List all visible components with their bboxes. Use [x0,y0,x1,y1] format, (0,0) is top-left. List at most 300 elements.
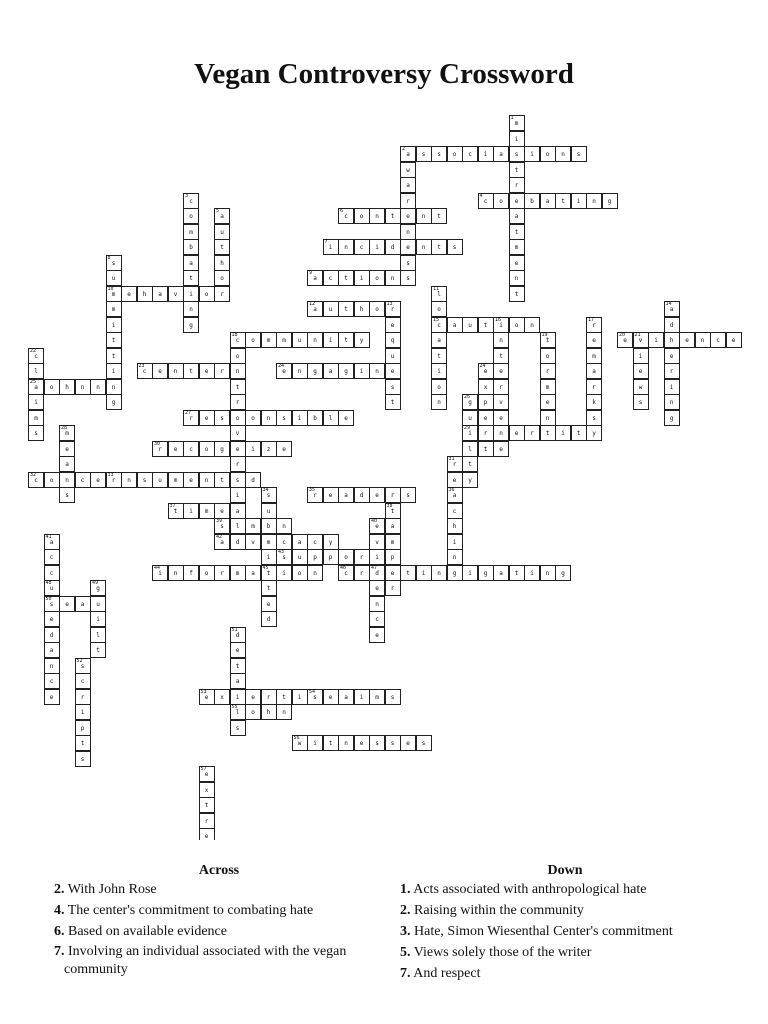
grid-cell[interactable] [230,627,246,643]
grid-cell[interactable] [385,317,401,333]
grid-cell[interactable] [75,596,91,612]
grid-cell[interactable] [369,580,385,596]
grid-cell[interactable] [44,379,60,395]
grid-cell[interactable] [90,627,106,643]
grid-cell[interactable] [183,208,199,224]
grid-cell[interactable] [28,363,44,379]
grid-cell[interactable] [230,503,246,519]
grid-cell[interactable] [230,565,246,581]
grid-cell[interactable] [586,317,602,333]
grid-cell[interactable] [354,332,370,348]
grid-cell[interactable] [28,425,44,441]
grid-cell[interactable] [307,534,323,550]
grid-cell[interactable] [230,689,246,705]
grid-cell[interactable] [695,332,711,348]
grid-cell[interactable] [462,410,478,426]
grid-cell[interactable] [90,472,106,488]
grid-cell[interactable] [354,301,370,317]
grid-cell[interactable] [199,472,215,488]
grid-cell[interactable] [369,363,385,379]
grid-cell[interactable] [276,410,292,426]
grid-cell[interactable] [462,425,478,441]
grid-cell[interactable] [230,456,246,472]
grid-cell[interactable] [230,658,246,674]
grid-cell[interactable] [431,565,447,581]
grid-cell[interactable] [462,441,478,457]
grid-cell[interactable] [276,363,292,379]
grid-cell[interactable] [664,348,680,364]
grid-cell[interactable] [447,518,463,534]
grid-cell[interactable] [75,472,91,488]
grid-cell[interactable] [431,239,447,255]
grid-cell[interactable] [617,332,633,348]
grid-cell[interactable] [59,441,75,457]
grid-cell[interactable] [509,162,525,178]
grid-cell[interactable] [183,363,199,379]
grid-cell[interactable] [230,394,246,410]
grid-cell[interactable] [369,596,385,612]
grid-cell[interactable] [493,193,509,209]
grid-cell[interactable] [307,301,323,317]
grid-cell[interactable] [586,193,602,209]
grid-cell[interactable] [292,332,308,348]
grid-cell[interactable] [214,503,230,519]
grid-cell[interactable] [75,720,91,736]
grid-cell[interactable] [214,224,230,240]
grid-cell[interactable] [431,301,447,317]
grid-cell[interactable] [509,177,525,193]
grid-cell[interactable] [307,689,323,705]
grid-cell[interactable] [106,317,122,333]
grid-cell[interactable] [447,317,463,333]
grid-cell[interactable] [199,813,215,829]
grid-cell[interactable] [44,472,60,488]
grid-cell[interactable] [369,611,385,627]
grid-cell[interactable] [385,689,401,705]
grid-cell[interactable] [540,425,556,441]
grid-cell[interactable] [323,534,339,550]
grid-cell[interactable] [90,611,106,627]
grid-cell[interactable] [338,208,354,224]
grid-cell[interactable] [292,735,308,751]
grid-cell[interactable] [230,534,246,550]
grid-cell[interactable] [571,146,587,162]
grid-cell[interactable] [664,394,680,410]
grid-cell[interactable] [307,735,323,751]
grid-cell[interactable] [75,673,91,689]
grid-cell[interactable] [183,472,199,488]
grid-cell[interactable] [106,255,122,271]
grid-cell[interactable] [28,394,44,410]
grid-cell[interactable] [400,224,416,240]
grid-cell[interactable] [323,332,339,348]
grid-cell[interactable] [183,441,199,457]
grid-cell[interactable] [90,642,106,658]
grid-cell[interactable] [59,596,75,612]
grid-cell[interactable] [447,146,463,162]
grid-cell[interactable] [633,394,649,410]
grid-cell[interactable] [44,534,60,550]
grid-cell[interactable] [509,239,525,255]
grid-cell[interactable] [152,441,168,457]
grid-cell[interactable] [509,224,525,240]
grid-cell[interactable] [493,441,509,457]
grid-cell[interactable] [633,379,649,395]
grid-cell[interactable] [199,363,215,379]
grid-cell[interactable] [44,549,60,565]
grid-cell[interactable] [710,332,726,348]
grid-cell[interactable] [400,487,416,503]
grid-cell[interactable] [292,689,308,705]
grid-cell[interactable] [292,410,308,426]
grid-cell[interactable] [28,472,44,488]
grid-cell[interactable] [416,208,432,224]
grid-cell[interactable] [338,410,354,426]
grid-cell[interactable] [44,689,60,705]
grid-cell[interactable] [338,363,354,379]
grid-cell[interactable] [307,332,323,348]
grid-cell[interactable] [369,301,385,317]
grid-cell[interactable] [493,348,509,364]
grid-cell[interactable] [400,255,416,271]
grid-cell[interactable] [354,735,370,751]
grid-cell[interactable] [478,379,494,395]
grid-cell[interactable] [230,348,246,364]
grid-cell[interactable] [168,472,184,488]
grid-cell[interactable] [416,565,432,581]
grid-cell[interactable] [416,735,432,751]
grid-cell[interactable] [555,425,571,441]
grid-cell[interactable] [307,565,323,581]
grid-cell[interactable] [261,518,277,534]
grid-cell[interactable] [509,317,525,333]
grid-cell[interactable] [44,658,60,674]
grid-cell[interactable] [323,239,339,255]
grid-cell[interactable] [276,565,292,581]
grid-cell[interactable] [168,565,184,581]
grid-cell[interactable] [214,255,230,271]
grid-cell[interactable] [478,410,494,426]
grid-cell[interactable] [385,394,401,410]
grid-cell[interactable] [540,146,556,162]
grid-cell[interactable] [369,208,385,224]
grid-cell[interactable] [400,146,416,162]
grid-cell[interactable] [75,704,91,720]
grid-cell[interactable] [121,472,137,488]
grid-cell[interactable] [478,146,494,162]
grid-cell[interactable] [431,286,447,302]
grid-cell[interactable] [183,224,199,240]
grid-cell[interactable] [183,317,199,333]
grid-cell[interactable] [586,394,602,410]
grid-cell[interactable] [338,301,354,317]
grid-cell[interactable] [106,363,122,379]
grid-cell[interactable] [44,611,60,627]
grid-cell[interactable] [245,704,261,720]
grid-cell[interactable] [183,270,199,286]
grid-cell[interactable] [75,379,91,395]
grid-cell[interactable] [555,146,571,162]
grid-cell[interactable] [152,363,168,379]
grid-cell[interactable] [137,363,153,379]
grid-cell[interactable] [586,379,602,395]
grid-cell[interactable] [478,193,494,209]
grid-cell[interactable] [338,487,354,503]
grid-cell[interactable] [385,580,401,596]
grid-cell[interactable] [509,270,525,286]
grid-cell[interactable] [524,565,540,581]
grid-cell[interactable] [385,487,401,503]
grid-cell[interactable] [509,286,525,302]
grid-cell[interactable] [323,487,339,503]
grid-cell[interactable] [664,410,680,426]
grid-cell[interactable] [261,503,277,519]
grid-cell[interactable] [369,565,385,581]
grid-cell[interactable] [478,441,494,457]
grid-cell[interactable] [493,379,509,395]
grid-cell[interactable] [261,549,277,565]
grid-cell[interactable] [276,441,292,457]
grid-cell[interactable] [106,394,122,410]
grid-cell[interactable] [400,735,416,751]
grid-cell[interactable] [447,549,463,565]
grid-cell[interactable] [664,317,680,333]
grid-cell[interactable] [493,565,509,581]
grid-cell[interactable] [385,735,401,751]
grid-cell[interactable] [664,363,680,379]
grid-cell[interactable] [214,534,230,550]
grid-cell[interactable] [447,239,463,255]
grid-cell[interactable] [369,627,385,643]
grid-cell[interactable] [261,689,277,705]
grid-cell[interactable] [633,332,649,348]
grid-cell[interactable] [369,534,385,550]
grid-cell[interactable] [199,797,215,813]
grid-cell[interactable] [633,363,649,379]
grid-cell[interactable] [59,379,75,395]
grid-cell[interactable] [152,472,168,488]
grid-cell[interactable] [106,286,122,302]
grid-cell[interactable] [152,286,168,302]
grid-cell[interactable] [183,410,199,426]
grid-cell[interactable] [261,487,277,503]
grid-cell[interactable] [385,348,401,364]
grid-cell[interactable] [400,177,416,193]
grid-cell[interactable] [106,472,122,488]
grid-cell[interactable] [214,363,230,379]
grid-cell[interactable] [261,596,277,612]
grid-cell[interactable] [214,208,230,224]
grid-cell[interactable] [509,208,525,224]
grid-cell[interactable] [679,332,695,348]
grid-cell[interactable] [447,487,463,503]
grid-cell[interactable] [385,518,401,534]
grid-cell[interactable] [183,301,199,317]
grid-cell[interactable] [230,425,246,441]
grid-cell[interactable] [385,270,401,286]
grid-cell[interactable] [106,348,122,364]
grid-cell[interactable] [199,828,215,840]
grid-cell[interactable] [354,549,370,565]
grid-cell[interactable] [354,487,370,503]
grid-cell[interactable] [509,255,525,271]
grid-cell[interactable] [245,534,261,550]
grid-cell[interactable] [354,208,370,224]
grid-cell[interactable] [338,332,354,348]
grid-cell[interactable] [214,239,230,255]
grid-cell[interactable] [183,503,199,519]
grid-cell[interactable] [385,332,401,348]
grid-cell[interactable] [276,518,292,534]
grid-cell[interactable] [338,549,354,565]
grid-cell[interactable] [28,410,44,426]
grid-cell[interactable] [493,394,509,410]
grid-cell[interactable] [509,565,525,581]
grid-cell[interactable] [385,534,401,550]
grid-cell[interactable] [230,704,246,720]
grid-cell[interactable] [431,208,447,224]
grid-cell[interactable] [261,534,277,550]
grid-cell[interactable] [586,410,602,426]
grid-cell[interactable] [338,689,354,705]
grid-cell[interactable] [369,735,385,751]
grid-cell[interactable] [199,286,215,302]
grid-cell[interactable] [261,611,277,627]
grid-cell[interactable] [664,332,680,348]
grid-cell[interactable] [261,580,277,596]
grid-cell[interactable] [540,565,556,581]
grid-cell[interactable] [431,332,447,348]
grid-cell[interactable] [44,642,60,658]
grid-cell[interactable] [400,208,416,224]
grid-cell[interactable] [447,503,463,519]
grid-cell[interactable] [431,317,447,333]
grid-cell[interactable] [400,239,416,255]
grid-cell[interactable] [168,286,184,302]
grid-cell[interactable] [323,549,339,565]
grid-cell[interactable] [307,549,323,565]
grid-cell[interactable] [106,270,122,286]
grid-cell[interactable] [338,270,354,286]
grid-cell[interactable] [183,286,199,302]
grid-cell[interactable] [416,146,432,162]
grid-cell[interactable] [369,689,385,705]
grid-cell[interactable] [323,410,339,426]
grid-cell[interactable] [323,270,339,286]
grid-cell[interactable] [385,301,401,317]
grid-cell[interactable] [137,472,153,488]
grid-cell[interactable] [121,286,137,302]
grid-cell[interactable] [555,565,571,581]
grid-cell[interactable] [323,301,339,317]
grid-cell[interactable] [276,534,292,550]
grid-cell[interactable] [509,146,525,162]
grid-cell[interactable] [307,487,323,503]
grid-cell[interactable] [28,348,44,364]
grid-cell[interactable] [493,363,509,379]
grid-cell[interactable] [664,379,680,395]
grid-cell[interactable] [354,363,370,379]
grid-cell[interactable] [540,348,556,364]
grid-cell[interactable] [431,394,447,410]
grid-cell[interactable] [478,394,494,410]
grid-cell[interactable] [462,317,478,333]
grid-cell[interactable] [369,239,385,255]
grid-cell[interactable] [230,379,246,395]
grid-cell[interactable] [168,503,184,519]
grid-cell[interactable] [416,239,432,255]
grid-cell[interactable] [44,580,60,596]
grid-cell[interactable] [106,379,122,395]
grid-cell[interactable] [493,425,509,441]
grid-cell[interactable] [214,518,230,534]
grid-cell[interactable] [493,410,509,426]
grid-cell[interactable] [214,689,230,705]
grid-cell[interactable] [540,332,556,348]
grid-cell[interactable] [431,348,447,364]
grid-cell[interactable] [478,363,494,379]
grid-cell[interactable] [199,782,215,798]
grid-cell[interactable] [106,332,122,348]
grid-cell[interactable] [307,410,323,426]
grid-cell[interactable] [59,425,75,441]
grid-cell[interactable] [230,720,246,736]
grid-cell[interactable] [524,146,540,162]
grid-cell[interactable] [261,704,277,720]
grid-cell[interactable] [276,332,292,348]
grid-cell[interactable] [354,239,370,255]
grid-cell[interactable] [59,456,75,472]
grid-cell[interactable] [462,565,478,581]
grid-cell[interactable] [385,565,401,581]
grid-cell[interactable] [586,348,602,364]
grid-cell[interactable] [28,379,44,395]
grid-cell[interactable] [338,565,354,581]
grid-cell[interactable] [245,565,261,581]
grid-cell[interactable] [75,735,91,751]
grid-cell[interactable] [369,270,385,286]
grid-cell[interactable] [524,193,540,209]
grid-cell[interactable] [462,146,478,162]
grid-cell[interactable] [726,332,742,348]
grid-cell[interactable] [292,534,308,550]
grid-cell[interactable] [230,642,246,658]
grid-cell[interactable] [633,348,649,364]
grid-cell[interactable] [571,193,587,209]
grid-cell[interactable] [183,193,199,209]
grid-cell[interactable] [400,270,416,286]
grid-cell[interactable] [385,363,401,379]
grid-cell[interactable] [230,673,246,689]
grid-cell[interactable] [586,332,602,348]
grid-cell[interactable] [509,425,525,441]
grid-cell[interactable] [462,456,478,472]
grid-cell[interactable] [586,425,602,441]
grid-cell[interactable] [369,518,385,534]
grid-cell[interactable] [648,332,664,348]
grid-cell[interactable] [323,689,339,705]
grid-cell[interactable] [369,487,385,503]
grid-cell[interactable] [106,301,122,317]
grid-cell[interactable] [183,239,199,255]
grid-cell[interactable] [385,379,401,395]
grid-cell[interactable] [478,425,494,441]
grid-cell[interactable] [307,270,323,286]
grid-cell[interactable] [245,518,261,534]
grid-cell[interactable] [447,565,463,581]
grid-cell[interactable] [354,565,370,581]
grid-cell[interactable] [540,394,556,410]
